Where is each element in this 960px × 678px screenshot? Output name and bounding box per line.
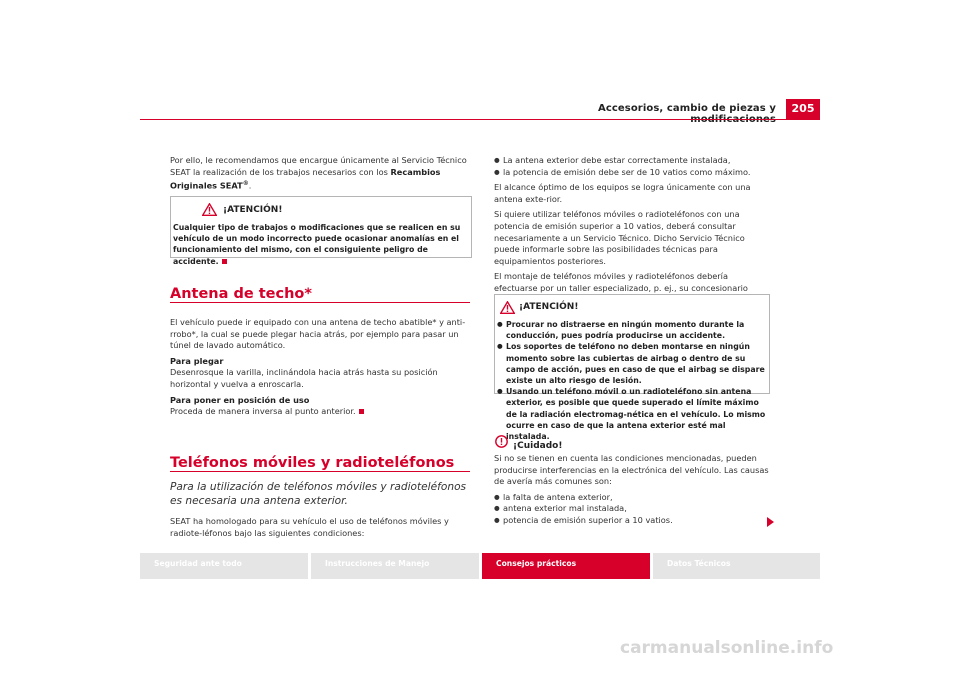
warning-triangle-icon	[202, 203, 217, 216]
warning-title-2: ¡ATENCIÓN!	[519, 302, 579, 312]
fold-text: Desenrosque la varilla, inclinándola hacia atrás hasta su posición horizontal y vuelva a enroscarla.	[170, 367, 438, 389]
use-text: Proceda de manera inversa al punto anterior.	[170, 406, 356, 417]
caution-item: ● antena exterior mal instalada,	[494, 503, 772, 515]
right-top-text	[494, 155, 772, 310]
caution-item: ● potencia de emisión superior a 10 vatios.	[494, 515, 772, 527]
antena-text: El vehículo puede ir equipado con una antena de techo abatible* y anti-rrobo*, la cual se puede plegar hacia atrás, por ejemplo para pasar un túnel de lavado automático.	[170, 317, 466, 351]
warning-text-1-content: Cualquier tipo de trabajos o modificaciones que se realicen en su vehículo de un modo incorrecto puede ocasionar anomalías en el funcionamiento del mismo, con el consiguiente peligro de accidente.	[173, 223, 461, 266]
footer-tab-seguridad[interactable]: Seguridad ante todo	[140, 553, 308, 579]
running-header-title: Accesorios, cambio de piezas y	[597, 103, 776, 114]
heading-rule-antena	[170, 302, 470, 303]
warning-item: ● Usando un teléfono móvil o un radioteléfono sin antena exterior, es posible que quede superado el límite máximo de la radiación electromag-nética en el vehículo. Lo mismo ocurre en caso de que la antena exterior esté mal instalada.	[497, 386, 767, 442]
registered-mark: ®	[242, 180, 249, 188]
intro-paragraph: Por ello, le recomendamos que encargue únicamente al Servicio Técnico SEAT la realización de los trabajos necesarios con los Recambios Originales SEAT®.	[170, 155, 467, 191]
page-number: 205	[786, 99, 820, 119]
warning-triangle-icon	[500, 301, 515, 314]
use-label: Para poner en posición de uso	[170, 394, 310, 405]
next-page-arrow-icon[interactable]	[767, 517, 774, 527]
watermark: carmanualsonline.info	[620, 638, 834, 658]
header-divider	[140, 119, 820, 120]
telefonos-text: SEAT ha homologado para su vehículo el uso de teléfonos móviles y radiote-léfonos bajo las siguientes condiciones:	[170, 516, 449, 538]
warning-list-2	[497, 319, 767, 442]
footer-tab-datos[interactable]: Datos Técnicos	[653, 553, 820, 579]
paragraph-montaje: El montaje de teléfonos móviles y radioteléfonos debería efectuarse por un taller especializado, p. ej., su concesionario	[494, 271, 748, 293]
heading-rule-telefonos	[170, 471, 470, 472]
caution-title: ¡Cuidado!	[513, 441, 563, 451]
warning-text-1	[173, 222, 467, 267]
caution-text: Si no se tienen en cuenta las condiciones mencionadas, pueden producirse interferencias en la electrónica del vehículo. Las causas de avería más comunes son:	[494, 453, 769, 487]
intro-bold: Recambios Originales SEAT	[170, 166, 441, 191]
warning-box-2	[494, 294, 770, 442]
heading-antena: Antena de techo*	[170, 286, 312, 302]
paragraph-antena-exterior: El alcance óptimo de los equipos se logra únicamente con una antena exte-rior.	[494, 182, 751, 204]
intro-text: Por ello, le recomendamos que encargue únicamente al Servicio Técnico SEAT la realización de los trabajos necesarios con los	[170, 155, 467, 177]
warning-item: ● Los soportes de teléfono no deben montarse en ningún momento sobre las cubiertas de airbag o dentro de su campo de acción, pues en caso de que el airbag se dispare existe un alto riesgo de lesión.	[497, 341, 767, 386]
footer-tab-consejos[interactable]: Consejos prácticos	[482, 553, 650, 579]
warning-title-1: ¡ATENCIÓN!	[223, 205, 283, 215]
caution-icon	[495, 435, 508, 448]
footer-tab-instrucciones[interactable]: Instrucciones de Manejo	[311, 553, 479, 579]
telefonos-subtitle: Para la utilización de teléfonos móviles y radioteléfonos es necesaria una antena exterior.	[170, 481, 467, 507]
caution-section	[494, 453, 772, 527]
warning-item: ● Procurar no distraerse en ningún momento durante la conducción, pues podría producirse un accidente.	[497, 319, 767, 341]
condition-bullet: ● la potencia de emisión debe ser de 10 vatios como máximo.	[494, 167, 772, 179]
condition-bullet: ● La antena exterior debe estar correctamente instalada,	[494, 155, 772, 167]
paragraph-potencia: Si quiere utilizar teléfonos móviles o radioteléfonos con una potencia de emisión superior a 10 vatios, deberá consultar necesariamente a un Servicio Técnico. Dicho Servicio Técnico puede informarle sobre las posibilidades técnicas para equipamientos posteriores.	[494, 209, 745, 266]
end-mark-icon	[359, 409, 364, 414]
fold-label: Para plegar	[170, 355, 224, 366]
caution-item: ● la falta de antena exterior,	[494, 492, 772, 504]
antena-section	[170, 317, 470, 422]
end-mark-icon	[222, 259, 227, 264]
warning-box-1	[170, 196, 472, 266]
heading-telefonos: Teléfonos móviles y radioteléfonos	[170, 455, 455, 471]
